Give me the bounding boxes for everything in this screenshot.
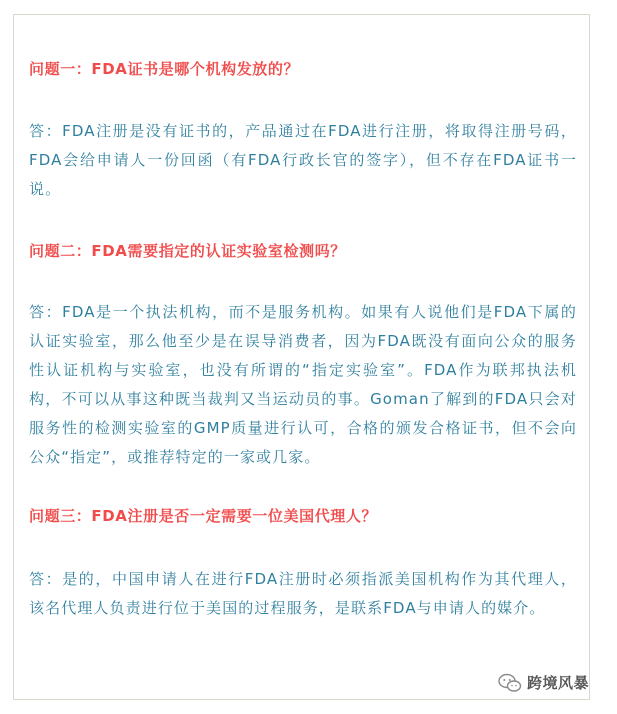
answer-block-1 [29,117,577,204]
watermark-text: 跨境风暴 [527,674,590,692]
article-card [13,14,590,700]
question-2: 问题二：FDA需要指定的认证实验室检测吗？ [29,242,346,260]
answer-2: 答：FDA是一个执法机构，而不是服务机构。如果有人说他们是FDA下属的认证实验室，那么他至少是在误导消费者，因为FDA既没有面向公众的服务性认证机构与实验室，也没有所谓的“指定实验室”。FDA作为联邦执法机构，不可以从事这种既当裁判又当运动员的事。Goman了解到的FDA只会对服务性的检测实验室的GMP质量进行认可，合格的颁发合格证书，但不会向公众“指定”，或推荐特定的一家或几家。 [29,303,577,466]
answer-1: 答：FDA注册是没有证书的，产品通过在FDA进行注册，将取得注册号码，FDA会给申请人一份回函（有FDA行政长官的签字），但不存在FDA证书一说。 [29,122,577,198]
question-block-3 [29,502,577,531]
wechat-icon [498,673,522,693]
question-1: 问题一：FDA证书是哪个机构发放的？ [29,60,300,78]
question-block-1 [29,55,577,84]
question-3: 问题三：FDA注册是否一定需要一位美国代理人？ [29,507,378,525]
answer-block-2 [29,298,577,472]
answer-block-3 [29,565,577,623]
question-block-2 [29,237,577,266]
watermark [498,672,589,693]
answer-3: 答：是的，中国申请人在进行FDA注册时必须指派美国机构作为其代理人，该名代理人负责进行位于美国的过程服务，是联系FDA与申请人的媒介。 [29,570,577,617]
